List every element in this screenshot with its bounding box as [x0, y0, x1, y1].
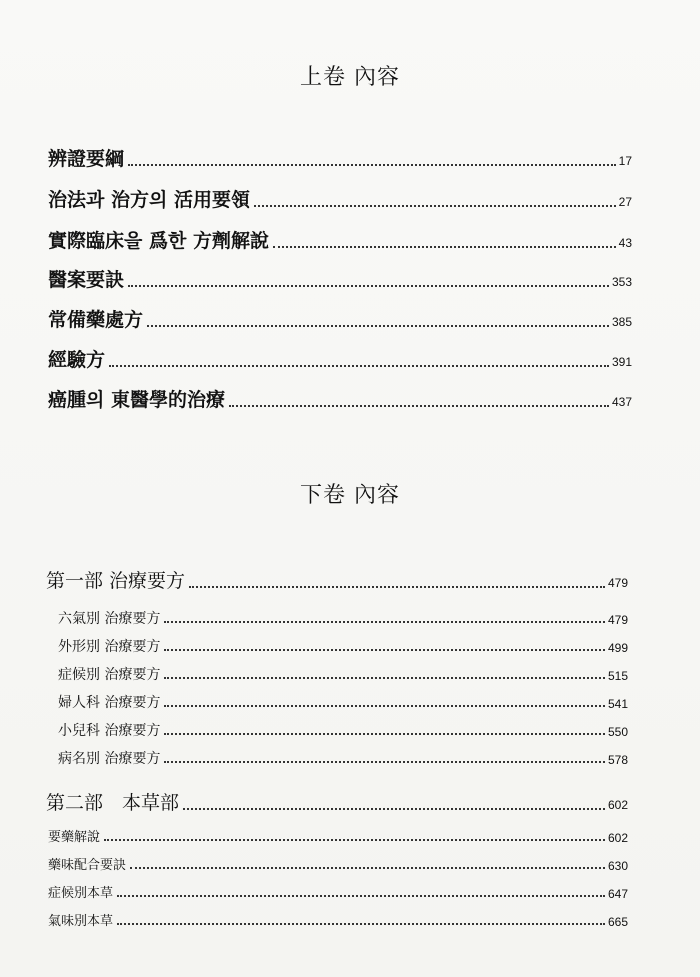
dot-leader — [164, 649, 605, 651]
dot-leader — [130, 867, 605, 869]
toc-entry — [48, 225, 632, 253]
toc-subentry — [48, 909, 628, 929]
part-label: 第一部 治療要方 — [46, 570, 186, 592]
toc-subentry — [48, 881, 628, 901]
subentry-label: 氣味別本草 — [48, 914, 114, 929]
dot-leader — [164, 621, 605, 623]
subentry-label: 六氣別 治療要方 — [58, 611, 161, 627]
dot-leader — [164, 761, 605, 763]
toc-entry — [48, 384, 632, 412]
part-page: 602 — [607, 798, 628, 812]
subentry-page: 665 — [607, 915, 628, 929]
part-heading — [46, 787, 628, 815]
toc-entry — [48, 304, 632, 332]
entry-label: 治法과 治方의 活用要領 — [48, 189, 250, 211]
dot-leader — [128, 285, 609, 287]
entry-label: 辨證要綱 — [48, 148, 125, 170]
toc-subentry — [58, 606, 628, 628]
subentry-label: 小兒科 治療要方 — [58, 723, 161, 739]
part-label: 第二部 本草部 — [46, 792, 180, 814]
subentry-page: 602 — [607, 831, 628, 845]
subentry-page: 550 — [607, 725, 628, 739]
toc-subentry — [58, 634, 628, 656]
dot-leader — [104, 839, 605, 841]
entry-label: 癌腫의 東醫學的治療 — [48, 389, 225, 411]
toc-subentry — [48, 853, 628, 873]
entry-page: 27 — [618, 195, 632, 209]
dot-leader — [254, 205, 616, 207]
subentry-page: 578 — [607, 753, 628, 767]
entry-page: 385 — [611, 315, 632, 329]
toc-entry — [48, 184, 632, 212]
dot-leader — [117, 923, 605, 925]
subentry-label: 症候別本草 — [48, 886, 114, 901]
toc-entry — [48, 344, 632, 372]
entry-page: 43 — [618, 236, 632, 250]
dot-leader — [273, 246, 616, 248]
toc-subentry — [58, 746, 628, 768]
toc-subentry — [58, 718, 628, 740]
entry-page: 353 — [611, 275, 632, 289]
subentry-page: 541 — [607, 697, 628, 711]
subentry-label: 婦人科 治療要方 — [58, 695, 161, 711]
dot-leader — [164, 677, 605, 679]
dot-leader — [147, 325, 609, 327]
dot-leader — [189, 586, 605, 588]
entry-label: 實際臨床을 爲한 方劑解說 — [48, 230, 269, 252]
subentry-label: 要藥解說 — [48, 830, 101, 845]
entry-label: 常備藥處方 — [48, 309, 144, 331]
entry-page: 437 — [611, 395, 632, 409]
subentry-label: 病名別 治療要方 — [58, 751, 161, 767]
entry-label: 醫案要訣 — [48, 269, 125, 291]
dot-leader — [109, 365, 609, 367]
dot-leader — [164, 733, 605, 735]
dot-leader — [164, 705, 605, 707]
entry-page: 391 — [611, 355, 632, 369]
toc-subentry — [48, 825, 628, 845]
dot-leader — [128, 164, 616, 166]
dot-leader — [229, 405, 609, 407]
subentry-label: 外形別 治療要方 — [58, 639, 161, 655]
dot-leader — [117, 895, 605, 897]
subentry-page: 479 — [607, 613, 628, 627]
subentry-page: 630 — [607, 859, 628, 873]
upper-volume-title: 上卷 內容 — [300, 65, 400, 90]
toc-entry — [48, 143, 632, 171]
entry-label: 經驗方 — [48, 349, 106, 371]
subentry-page: 499 — [607, 641, 628, 655]
subentry-label: 藥味配合要訣 — [48, 858, 127, 873]
toc-entry — [48, 264, 632, 292]
toc-subentry — [58, 690, 628, 712]
part-heading — [46, 565, 628, 593]
subentry-label: 症候別 治療要方 — [58, 667, 161, 683]
lower-volume-title: 下卷 內容 — [300, 483, 400, 508]
entry-page: 17 — [618, 154, 632, 168]
subentry-page: 515 — [607, 669, 628, 683]
toc-subentry — [58, 662, 628, 684]
part-page: 479 — [607, 576, 628, 590]
subentry-page: 647 — [607, 887, 628, 901]
dot-leader — [183, 808, 605, 810]
